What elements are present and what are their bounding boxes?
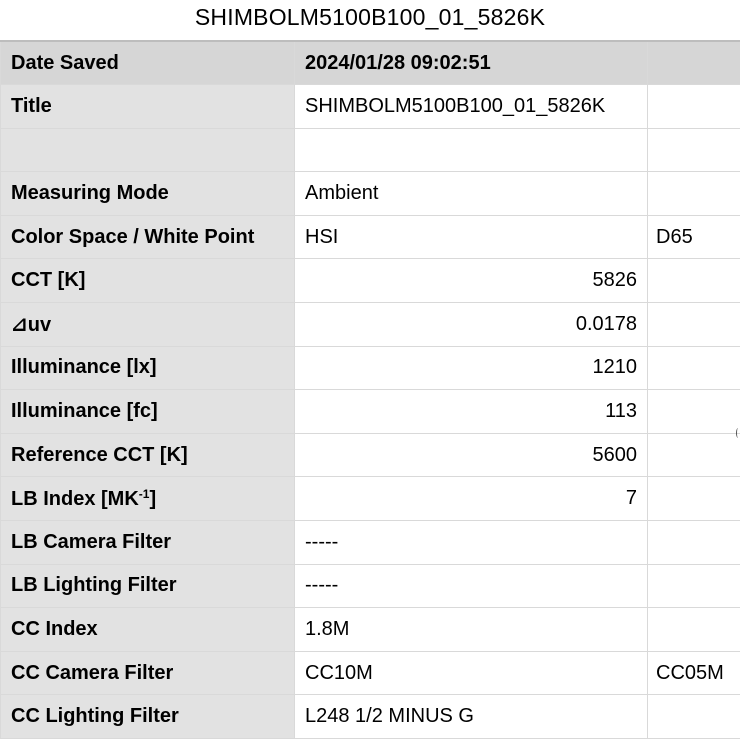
table-row — [1, 303, 740, 347]
row-label-text: LB Lighting Filter — [11, 574, 177, 597]
scroll-edge-mark — [736, 428, 740, 438]
row-label — [1, 433, 295, 477]
row-label-suffix: ] — [149, 487, 157, 510]
row-extra-value — [648, 172, 740, 216]
table-header-row — [1, 41, 740, 85]
row-extra-value — [648, 259, 740, 303]
table-row — [1, 521, 740, 565]
row-label-text: Color Space / White Point — [11, 225, 255, 248]
row-label — [1, 172, 295, 216]
row-value: 1210 — [295, 346, 648, 390]
row-extra-value — [648, 41, 740, 85]
row-label-text: Illuminance [lx] — [11, 356, 157, 379]
row-label-text: CC Index — [11, 618, 98, 641]
row-label — [1, 521, 295, 565]
table-row — [1, 346, 740, 390]
row-extra-value — [648, 390, 740, 434]
document-title: SHIMBOLM5100B100_01_5826K — [194, 4, 546, 30]
row-extra-value — [648, 564, 740, 608]
row-label-text: Date Saved — [11, 51, 119, 74]
row-label — [1, 695, 295, 739]
row-label — [1, 564, 295, 608]
row-label — [1, 608, 295, 652]
row-extra-value — [648, 303, 740, 347]
row-value: CC10M — [295, 651, 648, 695]
row-extra-value — [648, 85, 740, 129]
row-label — [1, 41, 295, 85]
table-row — [1, 477, 740, 521]
row-label — [1, 477, 295, 521]
measurement-table — [0, 40, 740, 739]
row-label — [1, 215, 295, 259]
row-extra-value — [648, 695, 740, 739]
row-label-text: CCT [K] — [11, 269, 86, 292]
row-label-text: Title — [11, 94, 52, 117]
table-row — [1, 390, 740, 434]
row-label — [1, 85, 295, 129]
table-row — [1, 695, 740, 739]
row-value: Ambient — [295, 172, 648, 216]
row-label-superscript: -1 — [138, 486, 150, 501]
row-value: 0.0178 — [295, 303, 648, 347]
row-label-text: CC Camera Filter — [11, 661, 174, 684]
measurement-table-container — [0, 40, 740, 750]
row-extra-value — [648, 521, 740, 565]
table-row — [1, 172, 740, 216]
row-label — [1, 651, 295, 695]
row-label-text: Reference CCT [K] — [11, 443, 188, 466]
row-value: 113 — [295, 390, 648, 434]
row-label — [1, 303, 295, 347]
row-extra-value — [648, 346, 740, 390]
row-value: SHIMBOLM5100B100_01_5826K — [295, 85, 648, 129]
row-value: 2024/01/28 09:02:51 — [295, 41, 648, 85]
row-extra-value: CC05M — [648, 651, 740, 695]
row-value: L248 1/2 MINUS G — [295, 695, 648, 739]
row-label — [1, 346, 295, 390]
row-label — [1, 128, 295, 172]
row-label-text: Illuminance [fc] — [11, 400, 158, 423]
table-row — [1, 433, 740, 477]
row-label-text: LB Index [MK — [11, 487, 139, 510]
row-label — [1, 259, 295, 303]
row-value: HSI — [295, 215, 648, 259]
row-label-text: CC Lighting Filter — [11, 705, 179, 728]
table-row — [1, 128, 740, 172]
row-value: ----- — [295, 564, 648, 608]
row-extra-value — [648, 433, 740, 477]
table-row — [1, 85, 740, 129]
table-row — [1, 259, 740, 303]
row-label-text: Measuring Mode — [11, 182, 169, 205]
table-row — [1, 215, 740, 259]
row-extra-value — [648, 477, 740, 521]
row-value: 5600 — [295, 433, 648, 477]
row-value: 5826 — [295, 259, 648, 303]
row-extra-value — [648, 608, 740, 652]
table-row — [1, 608, 740, 652]
row-extra-value: D65 — [648, 215, 740, 259]
row-extra-value — [648, 128, 740, 172]
row-label — [1, 390, 295, 434]
row-value: 1.8M — [295, 608, 648, 652]
row-value — [295, 128, 648, 172]
row-value: ----- — [295, 521, 648, 565]
row-label-text: ⊿uv — [11, 313, 52, 336]
table-row — [1, 564, 740, 608]
table-row — [1, 651, 740, 695]
row-label-text: LB Camera Filter — [11, 530, 172, 553]
row-value: 7 — [295, 477, 648, 521]
